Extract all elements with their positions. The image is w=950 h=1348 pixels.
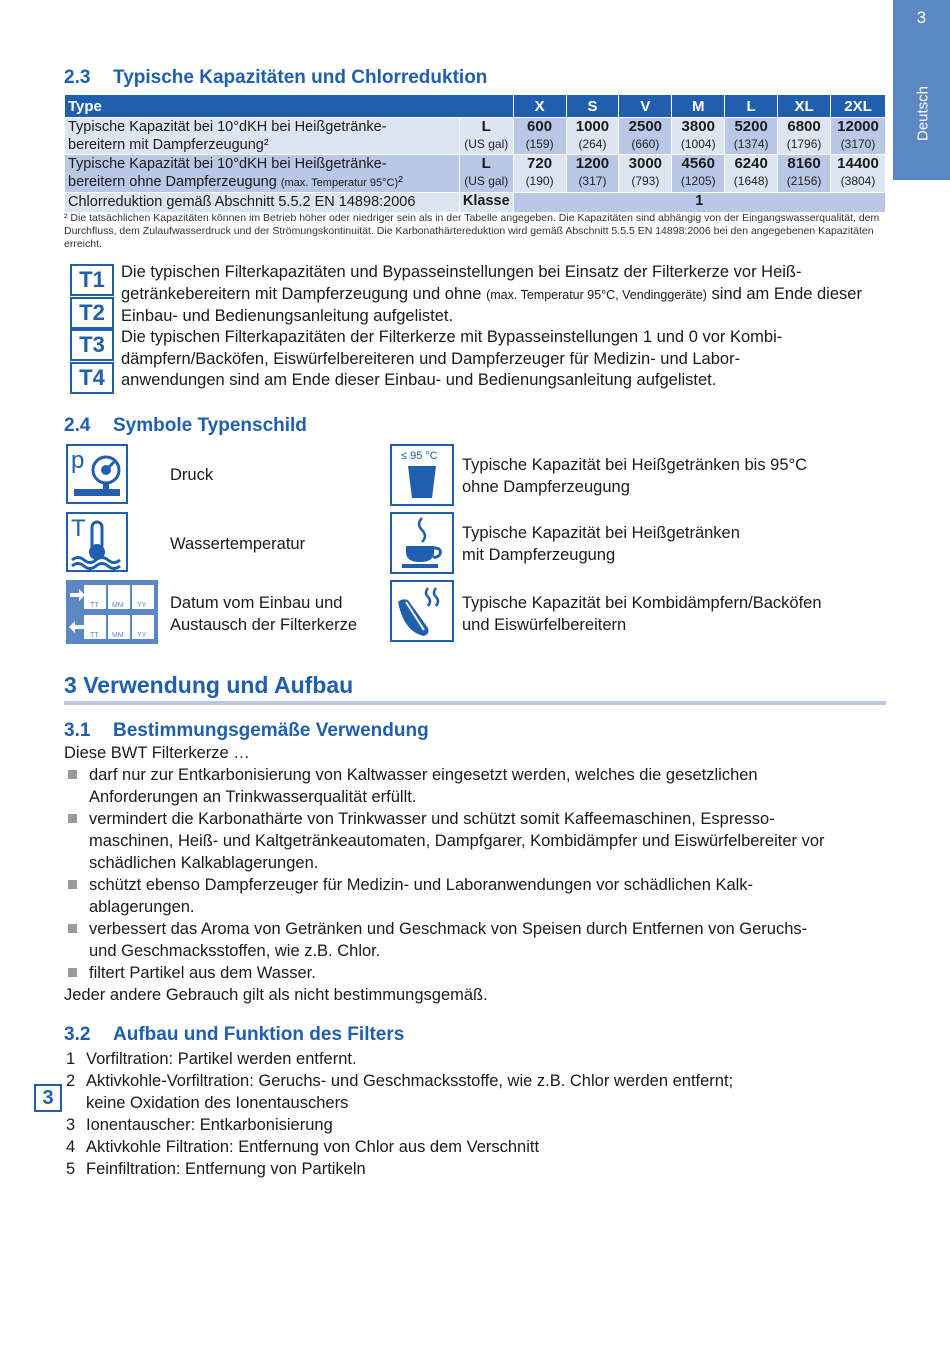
type-xl: XL	[778, 95, 831, 118]
section-number: 2.3	[64, 67, 91, 88]
type-s: S	[566, 95, 619, 118]
table-cell: 2500 (660)	[619, 118, 672, 155]
row-label: Chlorreduktion gemäß Abschnitt 5.5.2 EN 14898:2006	[65, 193, 460, 213]
table-cell: 6800 (1796)	[778, 118, 831, 155]
row-unit: L (US gal)	[459, 118, 513, 155]
list-item: 5 Feinfiltration: Entfernung von Partikeln	[66, 1160, 366, 1178]
t-paragraph-1: Die typischen Filterkapazitäten und Bypasseinstellungen bei Einsatz der Filterkerze vor Heiß- getränkebereitern mit Dampferzeugung und ohne (max. Temperatur 95°C, Vendinggeräte) sind am Ende dieser Einbau- und Bedienungsanleitung aufgelistet.	[121, 263, 862, 325]
language-label: Deutsch	[914, 85, 932, 142]
table-cell: 12000 (3170)	[831, 118, 886, 155]
svg-text:p: p	[71, 447, 85, 474]
type-v: V	[619, 95, 672, 118]
section-divider	[64, 701, 886, 705]
row-unit: L (US gal)	[459, 155, 513, 193]
table-row	[65, 193, 886, 213]
table-row	[65, 118, 886, 155]
table-cell: 8160 (2156)	[778, 155, 831, 193]
list-item: 1 Vorfiltration: Partikel werden entfernt.	[66, 1050, 357, 1068]
pressure-icon	[66, 444, 128, 504]
t-paragraph-2: Die typischen Filterkapazitäten der Filterkerze mit Bypasseinstellungen 1 und 0 vor Kombi- dämpfern/Backöfen, Eiswürfelbereiteren und Dampferzeuger für Medizin- und Labor- anwendungen sind am Ende dieser Einbau- und Bedienungsanleitung aufgelistet.	[121, 328, 783, 389]
svg-text:MM: MM	[112, 632, 124, 639]
row-label: Typische Kapazität bei 10°dKH bei Heißgetränke- bereitern ohne Dampferzeugung (max. Temperatur 95°C)²	[65, 155, 460, 193]
type-2xl: 2XL	[831, 95, 886, 118]
symbol-label-hot-drinks-95: Typische Kapazität bei Heißgetränken bis 95°C ohne Dampferzeugung	[462, 456, 808, 496]
svg-text:TT: TT	[90, 602, 99, 609]
list-item: 2 Aktivkohle-Vorfiltration: Geruchs- und Geschmacksstoffe, wie z.B. Chlor werden entfernt; keine Oxidation des Ionentauschers	[66, 1072, 734, 1112]
table-cell: 1000 (264)	[566, 118, 619, 155]
symbol-label-hot-drinks-steam: Typische Kapazität bei Heißgetränken mit Dampferzeugung	[462, 524, 740, 564]
list-item: vermindert die Karbonathärte von Trinkwasser und schützt somit Kaffeemaschinen, Espresso- maschinen, Heiß- und Kaltgetränkeautomaten, Dampfgarer, Kombidämpfer und Eiswürfelbereiter vor schädlichen Kalkablagerungen.	[64, 808, 894, 874]
table-cell: 14400 (3804)	[831, 155, 886, 193]
t2-badge: T2	[70, 297, 114, 329]
section-3-2-body	[64, 1048, 894, 1180]
capacity-table	[64, 94, 886, 213]
symbol-label-temperature: Wassertemperatur	[170, 535, 306, 553]
list-item: verbessert das Aroma von Getränken und Geschmack von Speisen durch Entfernen von Geruchs- und Geschmacksstoffen, wie z.B. Chlor.	[64, 918, 894, 962]
t4-badge: T4	[70, 362, 114, 394]
list-item: 4 Aktivkohle Filtration: Entfernung von Chlor aus dem Verschnitt	[66, 1138, 540, 1156]
type-x: X	[513, 95, 566, 118]
table-cell: 1200 (317)	[566, 155, 619, 193]
croissant-icon	[390, 580, 454, 642]
type-l: L	[725, 95, 778, 118]
list-item: filtert Partikel aus dem Wasser.	[64, 962, 894, 984]
table-cell: 600 (159)	[513, 118, 566, 155]
figure-reference-badge: 3	[34, 1084, 62, 1112]
svg-text:T: T	[71, 515, 86, 542]
outro-text: Jeder andere Gebrauch gilt als nicht bestimmungsgemäß.	[64, 986, 488, 1004]
table-cell: 720 (190)	[513, 155, 566, 193]
section-2-3-heading	[64, 67, 487, 89]
symbol-label-pressure: Druck	[170, 466, 214, 484]
type-m: M	[672, 95, 725, 118]
water-temperature-icon	[66, 512, 128, 572]
section-3-1-body	[64, 742, 894, 1006]
list-item: darf nur zur Entkarbonisierung von Kaltwasser eingesetzt werden, welches die gesetzlichen Anforderungen an Trinkwasserqualität erfüllt.	[64, 764, 894, 808]
table-cell: 1	[513, 193, 885, 213]
table-cell: 3800 (1004)	[672, 118, 725, 155]
row-unit: Klasse	[459, 193, 513, 213]
intro-text: Diese BWT Filterkerze …	[64, 744, 250, 762]
language-sidebar	[893, 0, 950, 180]
symbol-label-date: Datum vom Einbau und Austausch der Filterkerze	[170, 594, 358, 634]
svg-text:YY: YY	[137, 602, 147, 609]
coffee-cup-steam-icon	[390, 512, 454, 574]
table-header-row	[65, 95, 886, 118]
table-cell: 4560 (1205)	[672, 155, 725, 193]
svg-text:≤ 95 °C: ≤ 95 °C	[401, 450, 438, 462]
table-cell: 5200 (1374)	[725, 118, 778, 155]
section-3-heading: 3 Verwendung und Aufbau	[64, 672, 354, 698]
section-3-1-heading: 3.1 Bestimmungsgemäße Verwendung	[64, 720, 429, 741]
cup-95c-icon	[390, 444, 454, 506]
date-calendar-icon	[66, 580, 158, 644]
svg-text:TT: TT	[90, 632, 99, 639]
table-cell: 3000 (793)	[619, 155, 672, 193]
t3-badge: T3	[70, 329, 114, 361]
symbol-label-combi-steamers: Typische Kapazität bei Kombidämpfern/Backöfen und Eiswürfelbereitern	[462, 594, 822, 634]
section-2-4-heading: 2.4 Symbole Typenschild	[64, 415, 307, 436]
filter-stages-list	[64, 1048, 894, 1180]
list-item: 3 Ionentauscher: Entkarbonisierung	[66, 1116, 333, 1134]
type-header: Type	[65, 95, 514, 118]
table-footnote: ² Die tatsächlichen Kapazitäten können im Betrieb höher oder niedriger sein als in der Tabelle angegeben. Die Kapazitäten sind abhängig von der Eingangswasserqualität, dem Durchfluss, dem Zulaufwasserdruck und der Strömungskontinuität. Die Karbonathärtereduktion wird gemäß Abschnitt 5.5.5 EN 14898:2006 bei den angegebenen Kapazitäten erreicht.	[64, 212, 880, 250]
t1-badge: T1	[70, 264, 114, 296]
svg-text:YY: YY	[137, 632, 147, 639]
table-cell: 6240 (1648)	[725, 155, 778, 193]
svg-text:MM: MM	[112, 602, 124, 609]
table-row	[65, 155, 886, 193]
section-3-2-heading: 3.2 Aufbau und Funktion des Filters	[64, 1024, 405, 1045]
usage-list	[64, 764, 894, 984]
section-title: Typische Kapazitäten und Chlorreduktion	[113, 67, 488, 88]
row-label: Typische Kapazität bei 10°dKH bei Heißgetränke- bereitern mit Dampferzeugung²	[65, 118, 460, 155]
page-number: 3	[916, 8, 927, 27]
list-item: schützt ebenso Dampferzeuger für Medizin- und Laboranwendungen vor schädlichen Kalk- ablagerungen.	[64, 874, 894, 918]
